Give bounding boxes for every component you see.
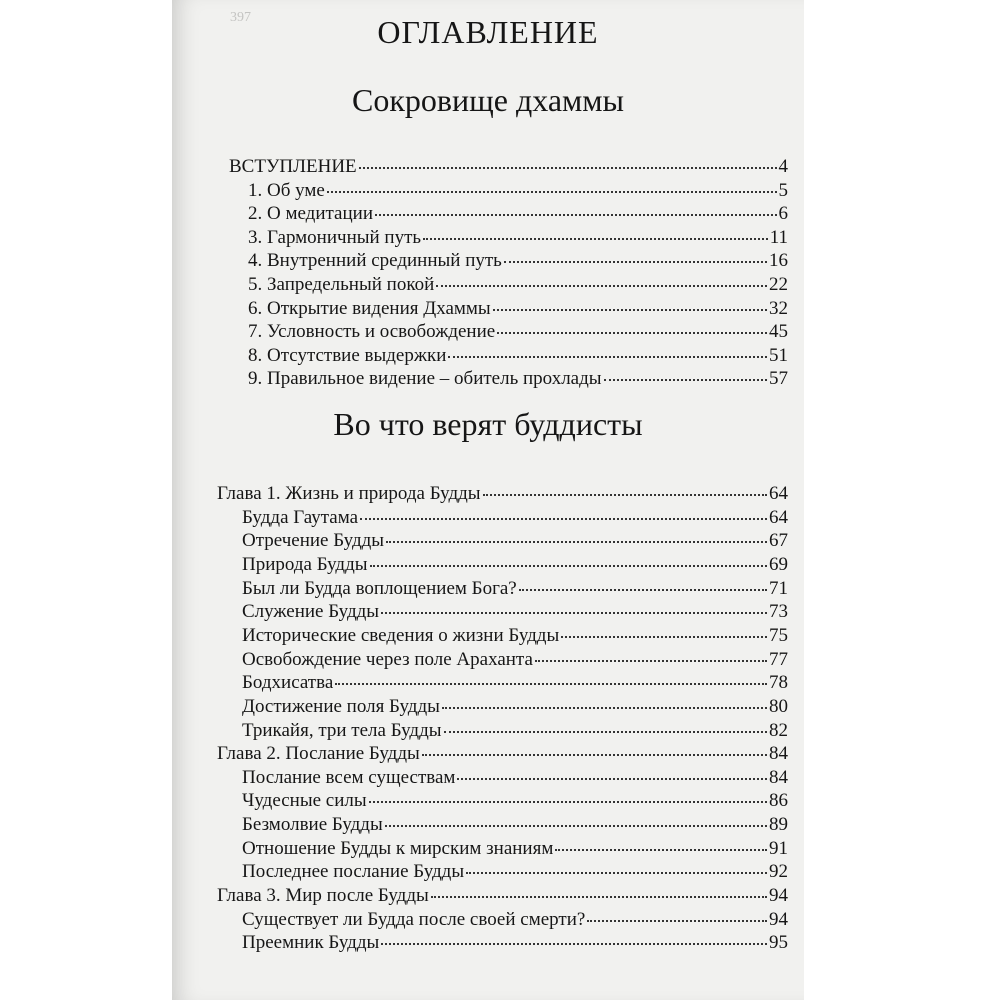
toc-entry <box>242 908 788 932</box>
toc-entry-label: 4. Внутренний срединный путь <box>248 250 502 272</box>
toc-entry-page: 45 <box>769 321 788 343</box>
dot-leader <box>436 285 767 287</box>
toc-entry-page: 86 <box>769 790 788 812</box>
toc-entry <box>248 344 788 368</box>
toc-entry-page: 57 <box>769 368 788 390</box>
toc-entry-page: 64 <box>769 483 788 504</box>
toc-entry-page: 67 <box>769 530 788 552</box>
toc-entry <box>242 719 788 743</box>
toc-title: ОГЛАВЛЕНИЕ <box>377 14 599 50</box>
toc-entry-page: 16 <box>769 250 788 272</box>
dot-leader <box>519 589 767 591</box>
toc-entry-label: Освобождение через поле Араханта <box>242 648 533 670</box>
dot-leader <box>386 541 767 543</box>
dot-leader <box>448 356 767 358</box>
dot-leader <box>381 943 767 945</box>
toc-entry <box>242 553 788 577</box>
toc-entry <box>217 482 788 506</box>
toc-entry-page: 4 <box>778 156 788 177</box>
dot-leader <box>561 636 767 638</box>
toc-entry-label: 8. Отсутствие выдержки <box>248 344 447 366</box>
toc-entry-label: 9. Правильное видение – обитель прохлады <box>248 368 602 390</box>
toc-entry <box>217 742 788 766</box>
toc-entry <box>242 529 788 553</box>
toc-entry-page: 22 <box>769 274 788 295</box>
toc-entry-label: 1. Об уме <box>248 179 325 201</box>
dot-leader <box>370 565 767 567</box>
toc-entry-page: 11 <box>769 226 788 248</box>
toc-entry-label: Безмолвие Будды <box>242 814 383 836</box>
dot-leader <box>423 238 768 240</box>
toc-entry <box>242 648 788 672</box>
toc-entry-label: Существует ли Будда после своей смерти? <box>242 908 586 930</box>
toc-entry-label: 5. Запредельный покой <box>248 274 435 295</box>
toc-entry-page: 94 <box>769 908 788 930</box>
toc-entry-label: Будда Гаутама <box>242 506 359 528</box>
toc-entry-label: ВСТУПЛЕНИЕ <box>229 156 357 177</box>
toc-entry <box>242 860 788 884</box>
toc-entry-label: Глава 3. Мир после Будды <box>217 885 429 907</box>
dot-leader <box>375 214 777 216</box>
toc-entry <box>217 884 788 908</box>
toc-entry-page: 77 <box>769 648 788 670</box>
toc-entry-page: 94 <box>769 885 788 907</box>
dot-leader <box>442 707 767 709</box>
dot-leader <box>422 754 767 756</box>
dot-leader <box>504 261 767 263</box>
dot-leader <box>431 896 767 898</box>
toc-entry-page: 82 <box>769 719 788 741</box>
toc-entry-label: 3. Гармоничный путь <box>248 226 422 248</box>
toc-entry-page: 80 <box>769 695 788 717</box>
toc-entry-page: 92 <box>769 861 788 883</box>
toc-entry-label: Бодхисатва <box>242 672 334 694</box>
toc-entry-label: Отношение Будды к мирским знаниям <box>242 837 554 859</box>
toc-entry-page: 75 <box>769 624 788 646</box>
toc-entry <box>242 506 788 530</box>
dot-leader <box>555 849 767 851</box>
toc-entry-page: 51 <box>769 344 788 366</box>
dot-leader <box>385 825 767 827</box>
toc-entry-label: Трикайя, три тела Будды <box>242 719 442 741</box>
dot-leader <box>335 683 767 685</box>
toc-entry-page: 84 <box>769 743 788 765</box>
toc-entry-label: Отречение Будды <box>242 530 385 552</box>
toc-entry <box>242 837 788 861</box>
dot-leader <box>381 612 767 614</box>
toc-entry <box>242 577 788 601</box>
dot-leader <box>535 660 767 662</box>
toc-entry <box>248 249 788 273</box>
toc-entry <box>248 179 788 203</box>
toc-entry-page: 91 <box>769 837 788 859</box>
toc-entry <box>248 320 788 344</box>
dot-leader <box>444 731 767 733</box>
toc-entry-label: Последнее послание Будды <box>242 861 465 883</box>
toc-entry-label: Был ли Будда воплощением Бога? <box>242 577 517 599</box>
dot-leader <box>493 309 767 311</box>
toc-entry <box>248 226 788 250</box>
toc-entry-page: 84 <box>769 766 788 788</box>
toc-entry-page: 64 <box>769 506 788 528</box>
toc-entry <box>248 273 788 297</box>
toc-entry-page: 78 <box>769 672 788 694</box>
toc-entry-label: 6. Открытие видения Дхаммы <box>248 297 491 319</box>
toc-entry-label: Преемник Будды <box>242 932 380 954</box>
toc-entry-page: 5 <box>778 179 788 201</box>
toc-entry <box>242 600 788 624</box>
toc-entry <box>248 367 788 391</box>
toc-entry <box>248 297 788 321</box>
dot-leader <box>587 920 767 922</box>
page-number: 397 <box>230 10 251 25</box>
dot-leader <box>457 778 767 780</box>
dot-leader <box>497 332 767 334</box>
toc-entry-label: Глава 1. Жизнь и природа Будды <box>217 483 481 504</box>
toc-entry-label: Исторические сведения о жизни Будды <box>242 624 560 646</box>
toc-entry-label: Послание всем существам <box>242 766 456 788</box>
dot-leader <box>466 872 767 874</box>
toc-entry-page: 73 <box>769 601 788 623</box>
dot-leader <box>359 167 777 169</box>
toc-entry-page: 32 <box>769 297 788 319</box>
toc-entry-label: 2. О медитации <box>248 203 373 225</box>
book-page <box>172 0 804 1000</box>
toc-entry <box>242 624 788 648</box>
section-title: Во что верят буддисты <box>333 406 643 442</box>
section-title: Сокровище дхаммы <box>351 82 625 118</box>
toc-entry <box>242 789 788 813</box>
toc-entry-label: Глава 2. Послание Будды <box>217 743 420 765</box>
dot-leader <box>604 379 767 381</box>
dot-leader <box>483 494 767 496</box>
toc-entry <box>242 766 788 790</box>
toc-entry-label: Достижение поля Будды <box>242 695 440 717</box>
toc-entry <box>242 813 788 837</box>
toc-entry-page: 95 <box>769 932 788 954</box>
toc-entry-label: Служение Будды <box>242 601 380 623</box>
toc-entry-label: Природа Будды <box>242 553 368 575</box>
toc-entry-page: 89 <box>769 814 788 836</box>
toc-entry-page: 71 <box>769 577 788 599</box>
toc-entry-label: 7. Условность и освобождение <box>248 321 496 343</box>
toc-entry <box>242 671 788 695</box>
dot-leader <box>369 801 767 803</box>
toc-entry <box>242 931 788 955</box>
toc-entry <box>229 155 788 179</box>
toc-entry <box>248 202 788 226</box>
toc-entry-label: Чудесные силы <box>242 790 367 812</box>
toc-entry-page: 6 <box>778 203 788 225</box>
dot-leader <box>360 518 767 520</box>
toc-entry <box>242 695 788 719</box>
dot-leader <box>327 191 777 193</box>
toc-entry-page: 69 <box>769 553 788 575</box>
